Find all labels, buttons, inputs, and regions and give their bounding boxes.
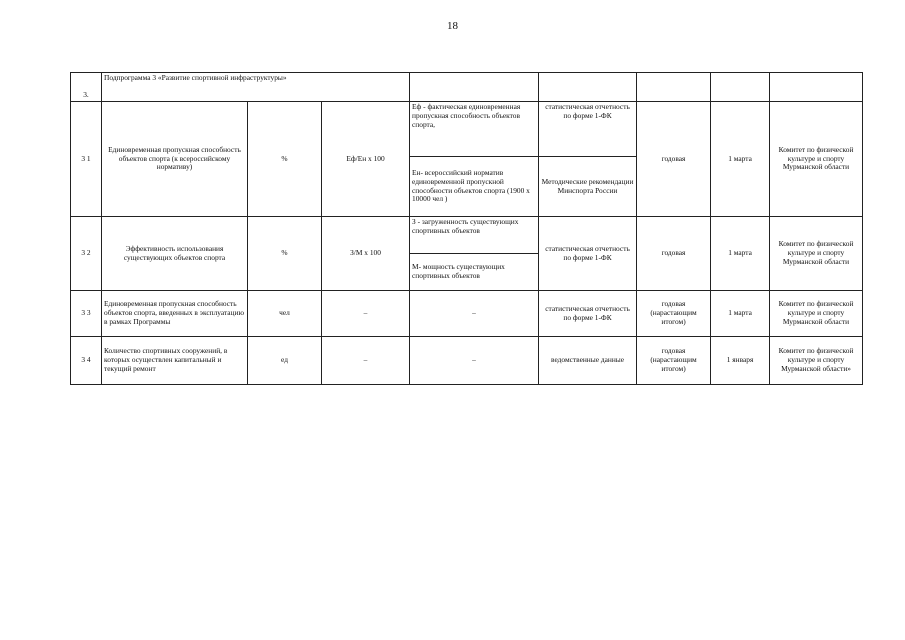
indicators-table	[70, 72, 863, 385]
indicator-unit: %	[248, 102, 322, 217]
indicator-formula: З/М х 100	[322, 217, 410, 291]
empty-cell	[410, 73, 539, 102]
deadline: 1 марта	[711, 217, 770, 291]
section-number: 3.	[71, 73, 102, 102]
periodicity: годовая (нарастающим итогом)	[637, 337, 711, 385]
indicator-unit: ед	[248, 337, 322, 385]
indicator-formula: –	[322, 337, 410, 385]
section-title: Подпрограмма 3 «Развитие спортивной инфраструктуры»	[102, 73, 410, 102]
data-source: статистическая отчетность по форме 1-ФК	[539, 217, 637, 291]
section-row	[71, 73, 863, 102]
data-source: Методические рекомендации Минспорта России	[539, 157, 637, 217]
data-source: статистическая отчетность по форме 1-ФК	[539, 102, 637, 157]
indicator-name: Эффективность использования существующих объектов спорта	[102, 217, 248, 291]
responsible: Комитет по физической культуре и спорту Мурманской области»	[770, 337, 863, 385]
indicator-name: Количество спортивных сооружений, в которых осуществлен капитальный и текущий ремонт	[102, 337, 248, 385]
responsible: Комитет по физической культуре и спорту Мурманской области	[770, 291, 863, 337]
table-row	[71, 337, 863, 385]
indicator-name: Единовременная пропускная способность объектов спорта, введенных в эксплуатацию в рамках Программы	[102, 291, 248, 337]
data-source: статистическая отчетность по форме 1-ФК	[539, 291, 637, 337]
table-row	[71, 102, 863, 157]
row-number: 3 1	[71, 102, 102, 217]
component-description: М- мощность существующих спортивных объектов	[410, 254, 539, 291]
deadline: 1 марта	[711, 291, 770, 337]
deadline: 1 марта	[711, 102, 770, 217]
table-row	[71, 217, 863, 254]
periodicity: годовая (нарастающим итогом)	[637, 291, 711, 337]
data-source: ведомственные данные	[539, 337, 637, 385]
indicator-name: Единовременная пропускная способность объектов спорта (к всероссийскому нормативу)	[102, 102, 248, 217]
responsible: Комитет по физической культуре и спорту Мурманской области	[770, 217, 863, 291]
page-number: 18	[447, 20, 458, 32]
component-description: –	[410, 291, 539, 337]
periodicity: годовая	[637, 102, 711, 217]
row-number: 3 3	[71, 291, 102, 337]
component-description: –	[410, 337, 539, 385]
row-number: 3 2	[71, 217, 102, 291]
responsible: Комитет по физической культуре и спорту Мурманской области	[770, 102, 863, 217]
empty-cell	[711, 73, 770, 102]
empty-cell	[637, 73, 711, 102]
component-description: Еф - фактическая единовременная пропускная способность объектов спорта,	[410, 102, 539, 157]
indicator-unit: чел	[248, 291, 322, 337]
empty-cell	[770, 73, 863, 102]
component-description: З - загруженность существующих спортивных объектов	[410, 217, 539, 254]
periodicity: годовая	[637, 217, 711, 291]
indicator-unit: %	[248, 217, 322, 291]
table-row	[71, 291, 863, 337]
component-description: Ен- всероссийский норматив единовременной пропускной способности объектов спорта (1900 х 10000 чел )	[410, 157, 539, 217]
indicator-formula: –	[322, 291, 410, 337]
row-number: 3 4	[71, 337, 102, 385]
empty-cell	[539, 73, 637, 102]
indicator-formula: Еф/Ен х 100	[322, 102, 410, 217]
deadline: 1 января	[711, 337, 770, 385]
